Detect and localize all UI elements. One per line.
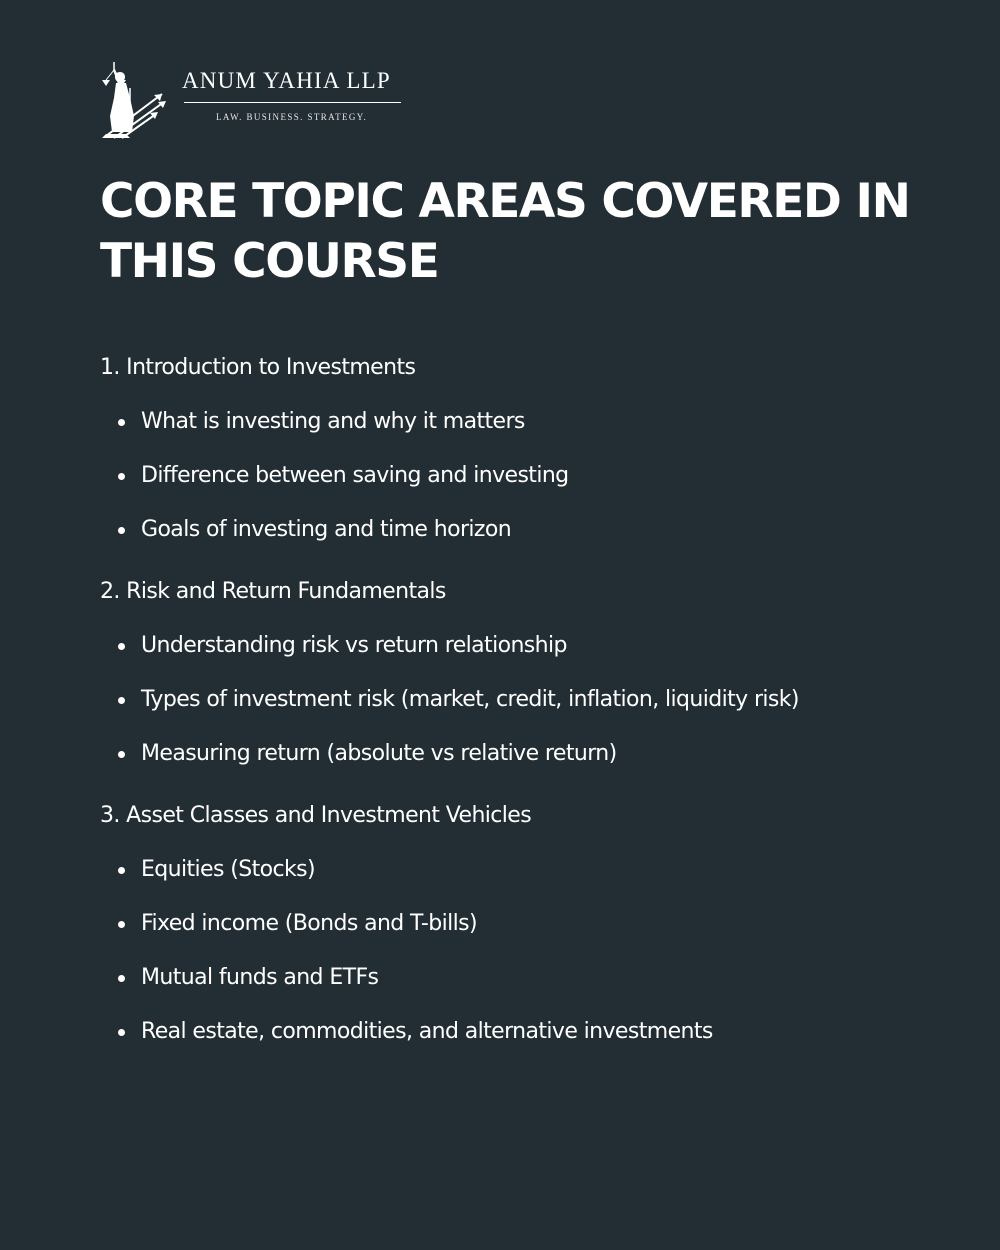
list-item-text: Difference between saving and investing xyxy=(141,463,569,488)
list-item xyxy=(100,404,960,440)
list-item-text: Types of investment risk (market, credit, inflation, liquidity risk) xyxy=(141,687,799,712)
bullet-icon xyxy=(118,975,125,982)
list-item-text: Fixed income (Bonds and T-bills) xyxy=(141,911,477,936)
list-item xyxy=(100,682,960,718)
list-item xyxy=(100,906,960,942)
list-item-text: Real estate, commodities, and alternative investments xyxy=(141,1019,713,1044)
bullet-icon xyxy=(118,921,125,928)
list-item-text: What is investing and why it matters xyxy=(141,409,525,434)
list-item-text: Measuring return (absolute vs relative return) xyxy=(141,741,617,766)
list-item-text: Understanding risk vs return relationship xyxy=(141,633,567,658)
bullet-icon xyxy=(118,473,125,480)
list-item-text: Mutual funds and ETFs xyxy=(141,965,379,990)
bullet-icon xyxy=(118,697,125,704)
list-item-text: Goals of investing and time horizon xyxy=(141,517,512,542)
bullet-icon xyxy=(118,867,125,874)
list-item xyxy=(100,736,960,772)
lady-justice-logo-icon xyxy=(100,58,170,140)
logo-tagline: LAW. BUSINESS. STRATEGY. xyxy=(216,112,368,122)
section-asset-classes xyxy=(100,798,960,1050)
list-item xyxy=(100,628,960,664)
bullet-icon xyxy=(118,419,125,426)
logo-company-name: ANUM YAHIA LLP xyxy=(182,68,391,93)
bullet-list xyxy=(100,628,960,772)
list-item xyxy=(100,512,960,548)
section-heading: 1. Introduction to Investments xyxy=(100,355,416,380)
logo-divider xyxy=(184,102,401,103)
bullet-icon xyxy=(118,751,125,758)
section-risk-return xyxy=(100,574,960,772)
topic-sections xyxy=(100,350,960,1076)
section-introduction xyxy=(100,350,960,548)
list-item xyxy=(100,458,960,494)
bullet-icon xyxy=(118,527,125,534)
list-item xyxy=(100,960,960,996)
list-item xyxy=(100,1014,960,1050)
list-item xyxy=(100,852,960,888)
bullet-icon xyxy=(118,1029,125,1036)
section-heading: 2. Risk and Return Fundamentals xyxy=(100,579,446,604)
company-logo xyxy=(100,58,410,142)
page-title: CORE TOPIC AREAS COVERED IN THIS COURSE xyxy=(100,174,910,289)
bullet-list xyxy=(100,852,960,1050)
bullet-list xyxy=(100,404,960,548)
section-heading: 3. Asset Classes and Investment Vehicles xyxy=(100,803,532,828)
bullet-icon xyxy=(118,643,125,650)
list-item-text: Equities (Stocks) xyxy=(141,857,315,882)
